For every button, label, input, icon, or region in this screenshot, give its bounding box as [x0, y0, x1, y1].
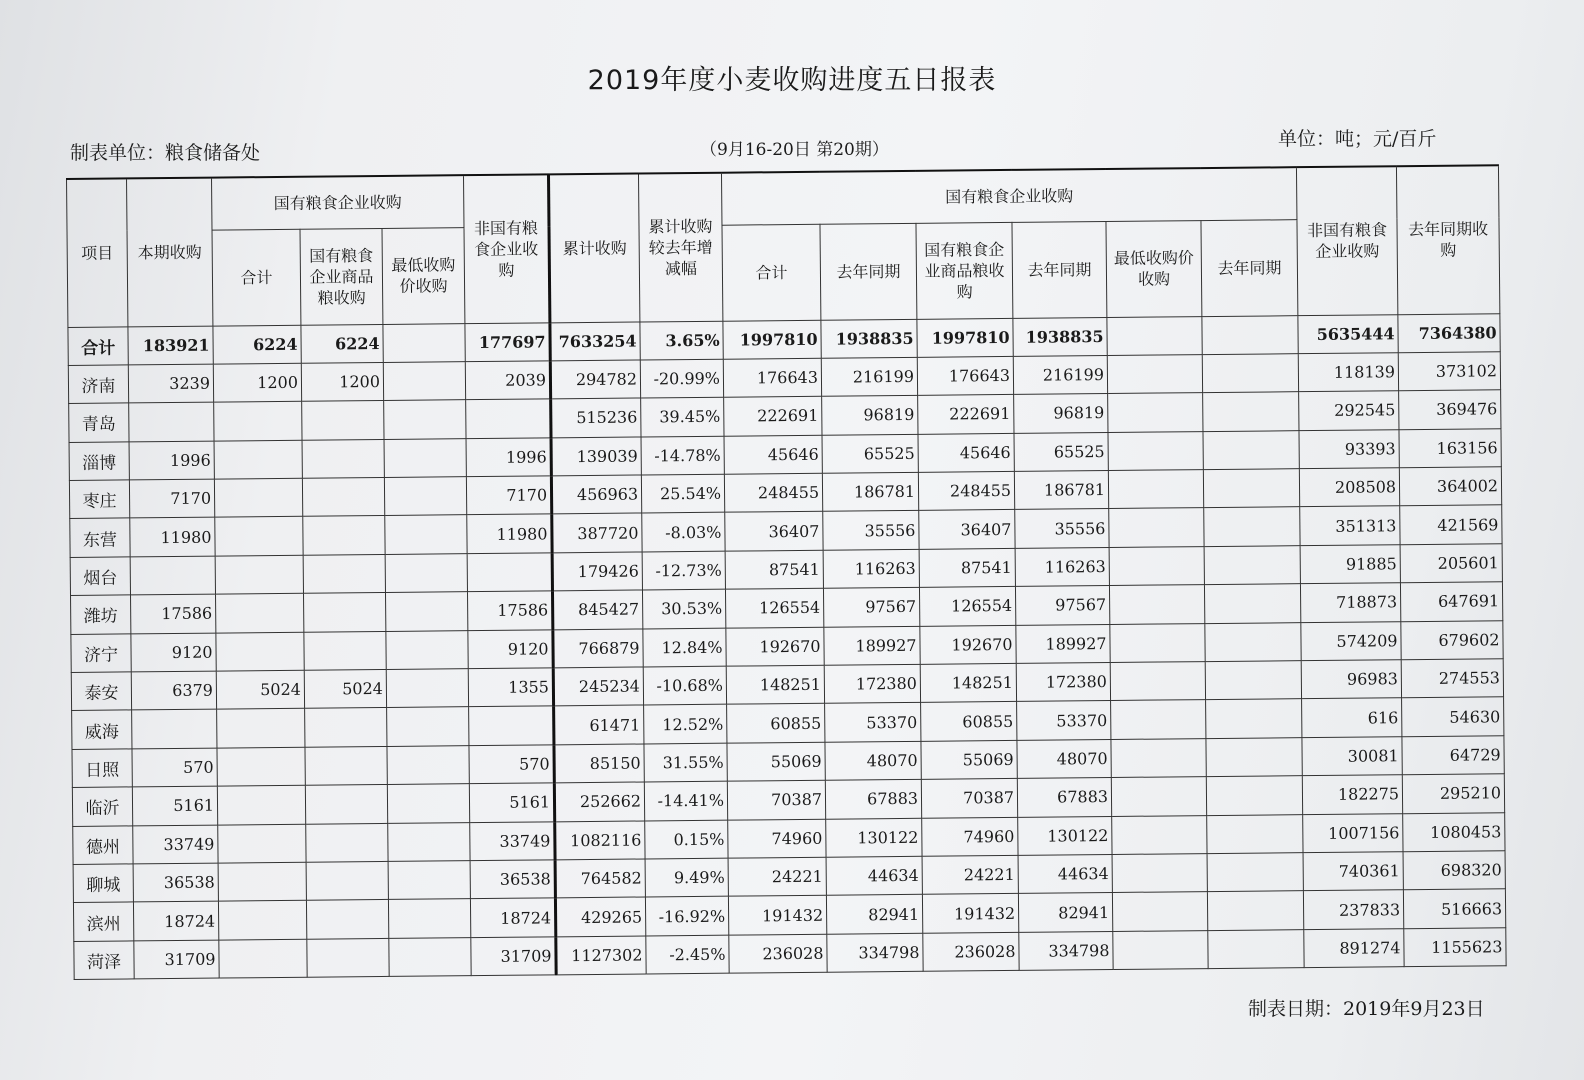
- table-cell: [1207, 891, 1303, 930]
- table-cell: [129, 402, 214, 441]
- table-cell: 70387: [921, 779, 1017, 818]
- table-cell: 172380: [1016, 663, 1110, 702]
- table-cell: 7170: [466, 476, 551, 515]
- table-cell: 118139: [1298, 353, 1398, 392]
- table-cell: 764582: [555, 859, 645, 898]
- table-cell: 65525: [822, 434, 918, 473]
- table-cell: 6379: [131, 671, 216, 710]
- table-cell: 189927: [824, 626, 920, 665]
- table-cell: 274553: [1401, 659, 1503, 698]
- table-cell: 148251: [726, 665, 824, 704]
- table-cell: 54630: [1402, 697, 1504, 736]
- table-cell: [1203, 392, 1299, 431]
- measurement-unit: 单位：吨；元/百斤: [1278, 128, 1437, 150]
- table-cell: 189927: [1016, 624, 1110, 663]
- table-cell: [132, 709, 217, 748]
- table-cell: [1107, 354, 1202, 393]
- table-cell: 191432: [922, 894, 1018, 933]
- table-cell: 248455: [724, 473, 822, 512]
- table-cell: 60855: [727, 704, 825, 743]
- table-cell: 570: [132, 748, 217, 787]
- row-label: 青岛: [69, 403, 129, 442]
- table-cell: [216, 632, 304, 671]
- row-label: 滨州: [73, 902, 133, 941]
- table-cell: 9120: [468, 629, 553, 668]
- table-cell: [1205, 622, 1301, 661]
- table-cell: 36538: [470, 860, 555, 899]
- table-cell: [306, 823, 388, 862]
- table-cell: 1082116: [555, 821, 645, 860]
- table-cell: 44634: [1018, 854, 1112, 893]
- table-cell: [389, 937, 471, 976]
- table-cell: 31709: [134, 940, 219, 979]
- table-cell: [1109, 546, 1204, 585]
- table-cell: 12.52%: [644, 705, 727, 744]
- table-cell: 64729: [1402, 736, 1504, 775]
- table-cell: 6224: [213, 325, 301, 364]
- table-cell: 53370: [825, 703, 921, 742]
- table-cell: 48070: [1017, 739, 1111, 778]
- table-cell: 31.55%: [644, 743, 727, 782]
- report-date: 制表日期：2019年9月23日: [1248, 998, 1485, 1020]
- table-cell: 647691: [1400, 582, 1502, 621]
- table-cell: 93393: [1299, 429, 1399, 468]
- table-cell: 12.84%: [643, 628, 726, 667]
- table-cell: 85150: [554, 744, 644, 783]
- table-cell: [385, 592, 467, 631]
- header-min-price: 最低收购价收购: [382, 227, 465, 324]
- row-label: 菏泽: [74, 941, 134, 980]
- table-cell: [1111, 700, 1206, 739]
- table-cell: 11980: [467, 514, 552, 553]
- table-cell: [469, 706, 554, 745]
- table-cell: 740361: [1303, 852, 1403, 891]
- header-total: 合计: [212, 229, 301, 326]
- table-cell: -10.68%: [643, 666, 726, 705]
- table-cell: 67883: [825, 780, 921, 819]
- table-cell: 130122: [1018, 816, 1112, 855]
- table-cell: [387, 745, 469, 784]
- table-cell: 1996: [466, 438, 551, 477]
- table-cell: 33749: [470, 821, 555, 860]
- table-cell: 1938835: [821, 319, 917, 358]
- table-cell: [1110, 662, 1205, 701]
- table-cell: [386, 630, 468, 669]
- table-cell: [1112, 854, 1207, 893]
- header-item: 项目: [67, 178, 128, 327]
- table-cell: [218, 824, 306, 863]
- table-cell: [1109, 508, 1204, 547]
- table-cell: 139039: [551, 437, 641, 476]
- table-cell: 192670: [726, 627, 824, 666]
- table-cell: 67883: [1017, 778, 1111, 817]
- table-cell: [383, 323, 465, 362]
- table-cell: 82941: [1018, 893, 1112, 932]
- table-cell: 82941: [826, 895, 922, 934]
- row-label: 泰安: [71, 672, 131, 711]
- header-commercial: 国有粮食企业商品粮收购: [300, 228, 383, 325]
- table-cell: 616: [1302, 698, 1402, 737]
- table-cell: 3239: [128, 364, 213, 403]
- table-cell: 36407: [725, 512, 823, 551]
- table-cell: 30.53%: [642, 589, 725, 628]
- table-cell: [306, 861, 388, 900]
- table-cell: 70387: [727, 780, 825, 819]
- table-cell: [1112, 815, 1207, 854]
- issuing-unit: 制表单位：粮食储备处: [70, 142, 261, 164]
- table-cell: 177697: [465, 322, 550, 361]
- table-cell: [1203, 469, 1299, 508]
- table-cell: [1206, 699, 1302, 738]
- table-cell: [305, 785, 387, 824]
- table-cell: 182275: [1302, 775, 1402, 814]
- table-cell: 334798: [827, 933, 923, 972]
- table-cell: [388, 899, 470, 938]
- table-cell: 31709: [471, 937, 556, 976]
- table-cell: 1007156: [1303, 813, 1403, 852]
- table-cell: 97567: [823, 588, 919, 627]
- table-cell: [388, 861, 470, 900]
- table-cell: 236028: [923, 932, 1019, 971]
- table-cell: 25.54%: [641, 474, 724, 513]
- row-label: 聊城: [73, 864, 133, 903]
- table-cell: 48070: [825, 741, 921, 780]
- table-cell: 334798: [1019, 931, 1113, 970]
- table-cell: 96819: [822, 396, 918, 435]
- header-right-commercial: 国有粮食企业商品粮收购: [916, 222, 1013, 319]
- table-cell: 574209: [1301, 621, 1401, 660]
- table-cell: [1203, 430, 1299, 469]
- table-cell: [383, 362, 465, 401]
- table-cell: [387, 707, 469, 746]
- header-right-min-price: 最低收购价收购: [1106, 220, 1202, 317]
- table-cell: 24221: [728, 857, 826, 896]
- table-cell: 222691: [918, 395, 1014, 434]
- table-cell: [1110, 623, 1205, 662]
- table-cell: 17586: [468, 591, 553, 630]
- table-cell: -12.73%: [642, 551, 725, 590]
- table-cell: [1202, 315, 1298, 354]
- table-cell: [303, 516, 385, 555]
- table-cell: [1208, 929, 1304, 968]
- table-cell: 35556: [823, 511, 919, 550]
- table-cell: [385, 515, 467, 554]
- table-cell: 9.49%: [645, 858, 728, 897]
- table-cell: 1155623: [1404, 927, 1506, 966]
- table-cell: [1202, 354, 1298, 393]
- table-cell: 30081: [1302, 736, 1402, 775]
- table-cell: 87541: [919, 548, 1015, 587]
- table-cell: [1204, 546, 1300, 585]
- table-cell: 116263: [1015, 547, 1109, 586]
- table-cell: 33749: [133, 825, 218, 864]
- table-cell: [302, 478, 384, 517]
- table-cell: 373102: [1398, 352, 1500, 391]
- table-cell: [1207, 853, 1303, 892]
- table-cell: [302, 439, 384, 478]
- table-cell: 35556: [1015, 509, 1109, 548]
- row-label: 枣庄: [69, 480, 129, 519]
- header-right-total: 合计: [722, 224, 821, 321]
- table-cell: 3.65%: [640, 321, 723, 360]
- table-cell: 845427: [553, 590, 643, 629]
- table-cell: 766879: [553, 629, 643, 668]
- table-cell: 515236: [551, 398, 641, 437]
- table-cell: 387720: [552, 513, 642, 552]
- table-cell: [1205, 661, 1301, 700]
- table-cell: [1108, 470, 1203, 509]
- table-cell: 421569: [1400, 505, 1502, 544]
- table-cell: 87541: [725, 550, 823, 589]
- table-cell: 18724: [470, 898, 555, 937]
- table-cell: 39.45%: [641, 397, 724, 436]
- table-cell: 74960: [922, 817, 1018, 856]
- table-cell: 192670: [920, 625, 1016, 664]
- table-cell: 5024: [216, 670, 304, 709]
- table-cell: 1997810: [917, 318, 1013, 357]
- table-cell: 130122: [826, 818, 922, 857]
- table-cell: 179426: [552, 552, 642, 591]
- table-cell: [467, 553, 552, 592]
- table-cell: 5161: [469, 783, 554, 822]
- table-cell: [385, 554, 467, 593]
- table-cell: 116263: [823, 549, 919, 588]
- header-cumulative: 累计收购: [549, 174, 640, 323]
- row-label: 合计: [68, 326, 128, 365]
- table-cell: [217, 785, 305, 824]
- table-cell: 5635444: [1298, 314, 1398, 353]
- table-cell: 237833: [1303, 890, 1403, 929]
- table-cell: 208508: [1299, 468, 1399, 507]
- table-cell: 456963: [551, 475, 641, 514]
- table-cell: [216, 593, 304, 632]
- table-cell: [384, 400, 466, 439]
- table-cell: 96819: [1014, 394, 1108, 433]
- table-cell: 292545: [1299, 391, 1399, 430]
- table-cell: [1112, 892, 1207, 931]
- table-cell: [215, 517, 303, 556]
- table-cell: 570: [469, 745, 554, 784]
- table-cell: [388, 822, 470, 861]
- header-cumulative-change: 累计收购较去年增减幅: [638, 173, 722, 322]
- table-cell: 1127302: [556, 936, 646, 975]
- table-cell: 176643: [917, 356, 1013, 395]
- table-cell: 0.15%: [645, 820, 728, 859]
- table-cell: [1206, 737, 1302, 776]
- table-cell: [1204, 507, 1300, 546]
- table-cell: [387, 784, 469, 823]
- table-cell: [1108, 393, 1203, 432]
- table-cell: -14.41%: [644, 781, 727, 820]
- table-cell: 176643: [723, 358, 821, 397]
- table-cell: -14.78%: [641, 436, 724, 475]
- table-cell: [1206, 776, 1302, 815]
- table-cell: 698320: [1403, 851, 1505, 890]
- table-cell: [1108, 431, 1203, 470]
- table-cell: 126554: [725, 588, 823, 627]
- table-cell: 364002: [1399, 467, 1501, 506]
- header-nonstate-left: 非国有粮食企业收购: [464, 174, 550, 323]
- table-cell: [215, 555, 303, 594]
- table-cell: 65525: [1014, 432, 1108, 471]
- table-cell: 429265: [555, 897, 645, 936]
- table-cell: [1107, 316, 1202, 355]
- table-cell: 97567: [1015, 586, 1109, 625]
- table-cell: 7170: [129, 479, 214, 518]
- table-cell: 718873: [1300, 583, 1400, 622]
- table-cell: 1080453: [1403, 812, 1505, 851]
- row-label: 临沂: [72, 787, 132, 826]
- table-cell: [218, 862, 306, 901]
- table-cell: 516663: [1403, 889, 1505, 928]
- row-label: 淄博: [69, 442, 129, 481]
- table-cell: [306, 900, 388, 939]
- table-cell: 1997810: [723, 320, 821, 359]
- table-cell: 9120: [131, 633, 216, 672]
- table-cell: 1996: [129, 441, 214, 480]
- table-cell: 11980: [130, 518, 215, 557]
- table-cell: [305, 746, 387, 785]
- table-cell: 45646: [918, 433, 1014, 472]
- table-cell: [1207, 814, 1303, 853]
- report-table: [66, 164, 1507, 980]
- table-cell: 186781: [1014, 471, 1108, 510]
- table-cell: [1113, 930, 1208, 969]
- table-cell: 55069: [921, 740, 1017, 779]
- table-cell: 216199: [821, 357, 917, 396]
- table-cell: 7633254: [550, 321, 640, 360]
- table-cell: [219, 939, 307, 978]
- table-cell: [214, 402, 302, 441]
- table-cell: 96983: [1301, 660, 1401, 699]
- table-cell: [217, 747, 305, 786]
- table-cell: [384, 477, 466, 516]
- table-cell: 5024: [304, 669, 386, 708]
- header-lastyear-cumulative: 去年同期收购: [1396, 165, 1499, 314]
- table-cell: 679602: [1401, 620, 1503, 659]
- table-cell: 148251: [920, 663, 1016, 702]
- table-cell: [1111, 738, 1206, 777]
- table-cell: 163156: [1399, 428, 1501, 467]
- table-cell: [384, 438, 466, 477]
- table-cell: 369476: [1399, 390, 1501, 429]
- table-cell: 45646: [724, 435, 822, 474]
- table-cell: 191432: [728, 896, 826, 935]
- report-table-wrapper: [66, 164, 1506, 980]
- table-cell: 7364380: [1398, 313, 1500, 352]
- table-cell: 5161: [132, 786, 217, 825]
- header-nonstate-right: 非国有粮食企业收购: [1296, 166, 1397, 315]
- table-cell: 245234: [553, 667, 643, 706]
- table-cell: 891274: [1304, 928, 1404, 967]
- table-body: [68, 313, 1506, 979]
- table-cell: [1109, 585, 1204, 624]
- table-cell: 248455: [918, 471, 1014, 510]
- table-cell: [305, 708, 387, 747]
- row-label: 日照: [72, 749, 132, 788]
- row-label: 东营: [70, 518, 130, 557]
- report-title: 2019年度小麦收购进度五日报表: [587, 65, 997, 96]
- table-cell: 294782: [550, 360, 640, 399]
- table-cell: 205601: [1400, 544, 1502, 583]
- table-cell: 295210: [1402, 774, 1504, 813]
- table-cell: 36538: [133, 863, 218, 902]
- header-right-lastyear: 去年同期: [820, 223, 917, 320]
- table-cell: [307, 938, 389, 977]
- row-label: 德州: [73, 825, 133, 864]
- table-cell: 18724: [133, 901, 218, 940]
- table-cell: 74960: [728, 819, 826, 858]
- header-state-group-right: 国有粮食企业收购: [721, 167, 1296, 225]
- table-cell: [214, 478, 302, 517]
- table-cell: [466, 399, 551, 438]
- table-cell: 36407: [919, 510, 1015, 549]
- table-cell: 1200: [213, 363, 301, 402]
- table-cell: 222691: [724, 397, 822, 436]
- table-cell: [1111, 777, 1206, 816]
- row-label: 济南: [68, 365, 128, 404]
- table-cell: 126554: [919, 587, 1015, 626]
- table-cell: 1200: [301, 362, 383, 401]
- table-cell: [130, 556, 215, 595]
- table-cell: 17586: [131, 594, 216, 633]
- table-cell: 55069: [727, 742, 825, 781]
- table-cell: 1355: [468, 668, 553, 707]
- table-cell: 172380: [824, 664, 920, 703]
- table-cell: -2.45%: [646, 935, 729, 974]
- table-cell: [303, 593, 385, 632]
- table-cell: 53370: [1017, 701, 1111, 740]
- header-state-group-left: 国有粮食企业收购: [212, 175, 465, 229]
- table-cell: [214, 440, 302, 479]
- table-cell: 186781: [822, 472, 918, 511]
- row-label: 威海: [72, 710, 132, 749]
- table-cell: 183921: [128, 326, 213, 365]
- header-current-purchase: 本期收购: [127, 178, 213, 327]
- table-cell: [386, 669, 468, 708]
- table-cell: 2039: [465, 361, 550, 400]
- row-label: 潍坊: [71, 595, 131, 634]
- table-cell: 252662: [554, 782, 644, 821]
- table-cell: -20.99%: [640, 359, 723, 398]
- table-cell: 24221: [922, 855, 1018, 894]
- header-right-lastyear-3: 去年同期: [1201, 219, 1298, 316]
- table-cell: [304, 631, 386, 670]
- table-cell: 236028: [729, 934, 827, 973]
- table-cell: 61471: [554, 705, 644, 744]
- table-cell: [217, 709, 305, 748]
- table-cell: 60855: [921, 702, 1017, 741]
- table-cell: 216199: [1013, 355, 1107, 394]
- table-cell: [303, 554, 385, 593]
- row-label: 烟台: [70, 557, 130, 596]
- table-cell: 351313: [1300, 506, 1400, 545]
- table-cell: [218, 901, 306, 940]
- table-cell: 6224: [301, 324, 383, 363]
- table-cell: -8.03%: [642, 513, 725, 552]
- table-cell: 91885: [1300, 545, 1400, 584]
- header-right-lastyear-2: 去年同期: [1012, 221, 1107, 318]
- table-cell: [302, 401, 384, 440]
- table-cell: [1204, 584, 1300, 623]
- table-cell: 1938835: [1013, 317, 1107, 356]
- table-cell: -16.92%: [645, 897, 728, 936]
- row-label: 济宁: [71, 634, 131, 673]
- table-cell: 44634: [826, 856, 922, 895]
- report-period: （9月16-20日 第20期）: [700, 140, 889, 160]
